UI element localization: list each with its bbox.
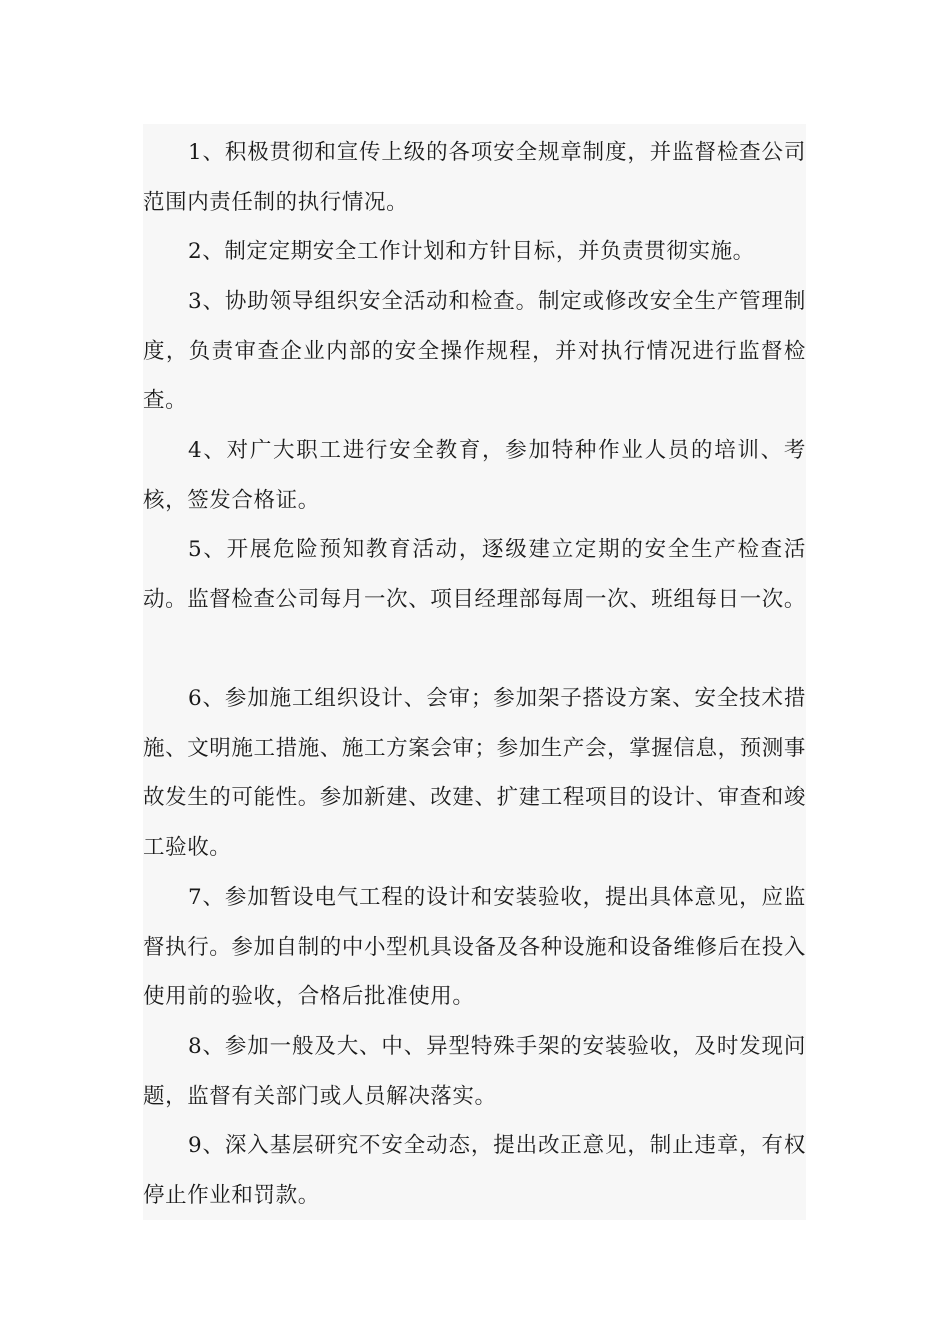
paragraph-3: 3、协助领导组织安全活动和检查。制定或修改安全生产管理制度，负责审查企业内部的安全操作规程，并对执行情况进行监督检查。 [143, 289, 806, 413]
paragraph-8: 8、参加一般及大、中、异型特殊手架的安装验收，及时发现问题，监督有关部门或人员解决落实。 [143, 1034, 806, 1109]
paragraph-4: 4、对广大职工进行安全教育，参加特种作业人员的培训、考核，签发合格证。 [143, 438, 806, 513]
document-body [143, 124, 806, 1220]
paragraph-5: 5、开展危险预知教育活动，逐级建立定期的安全生产检查活动。监督检查公司每月一次、项目经理部每周一次、班组每日一次。 [143, 537, 807, 612]
paragraph-2: 2、制定定期安全工作计划和方针目标，并负责贯彻实施。 [188, 239, 755, 264]
paragraph-1: 1、积极贯彻和宣传上级的各项安全规章制度，并监督检查公司范围内责任制的执行情况。 [143, 140, 806, 215]
paragraph-7: 7、参加暂设电气工程的设计和安装验收，提出具体意见，应监督执行。参加自制的中小型机具设备及各种设施和设备维修后在投入使用前的验收，合格后批准使用。 [143, 885, 807, 1009]
paragraph-6: 6、参加施工组织设计、会审；参加架子搭设方案、安全技术措施、文明施工措施、施工方案会审；参加生产会，掌握信息，预测事故发生的可能性。参加新建、改建、扩建工程项目的设计、审查和竣工验收。 [143, 686, 807, 860]
paragraph-9: 9、深入基层研究不安全动态，提出改正意见，制止违章，有权停止作业和罚款。 [143, 1133, 806, 1208]
